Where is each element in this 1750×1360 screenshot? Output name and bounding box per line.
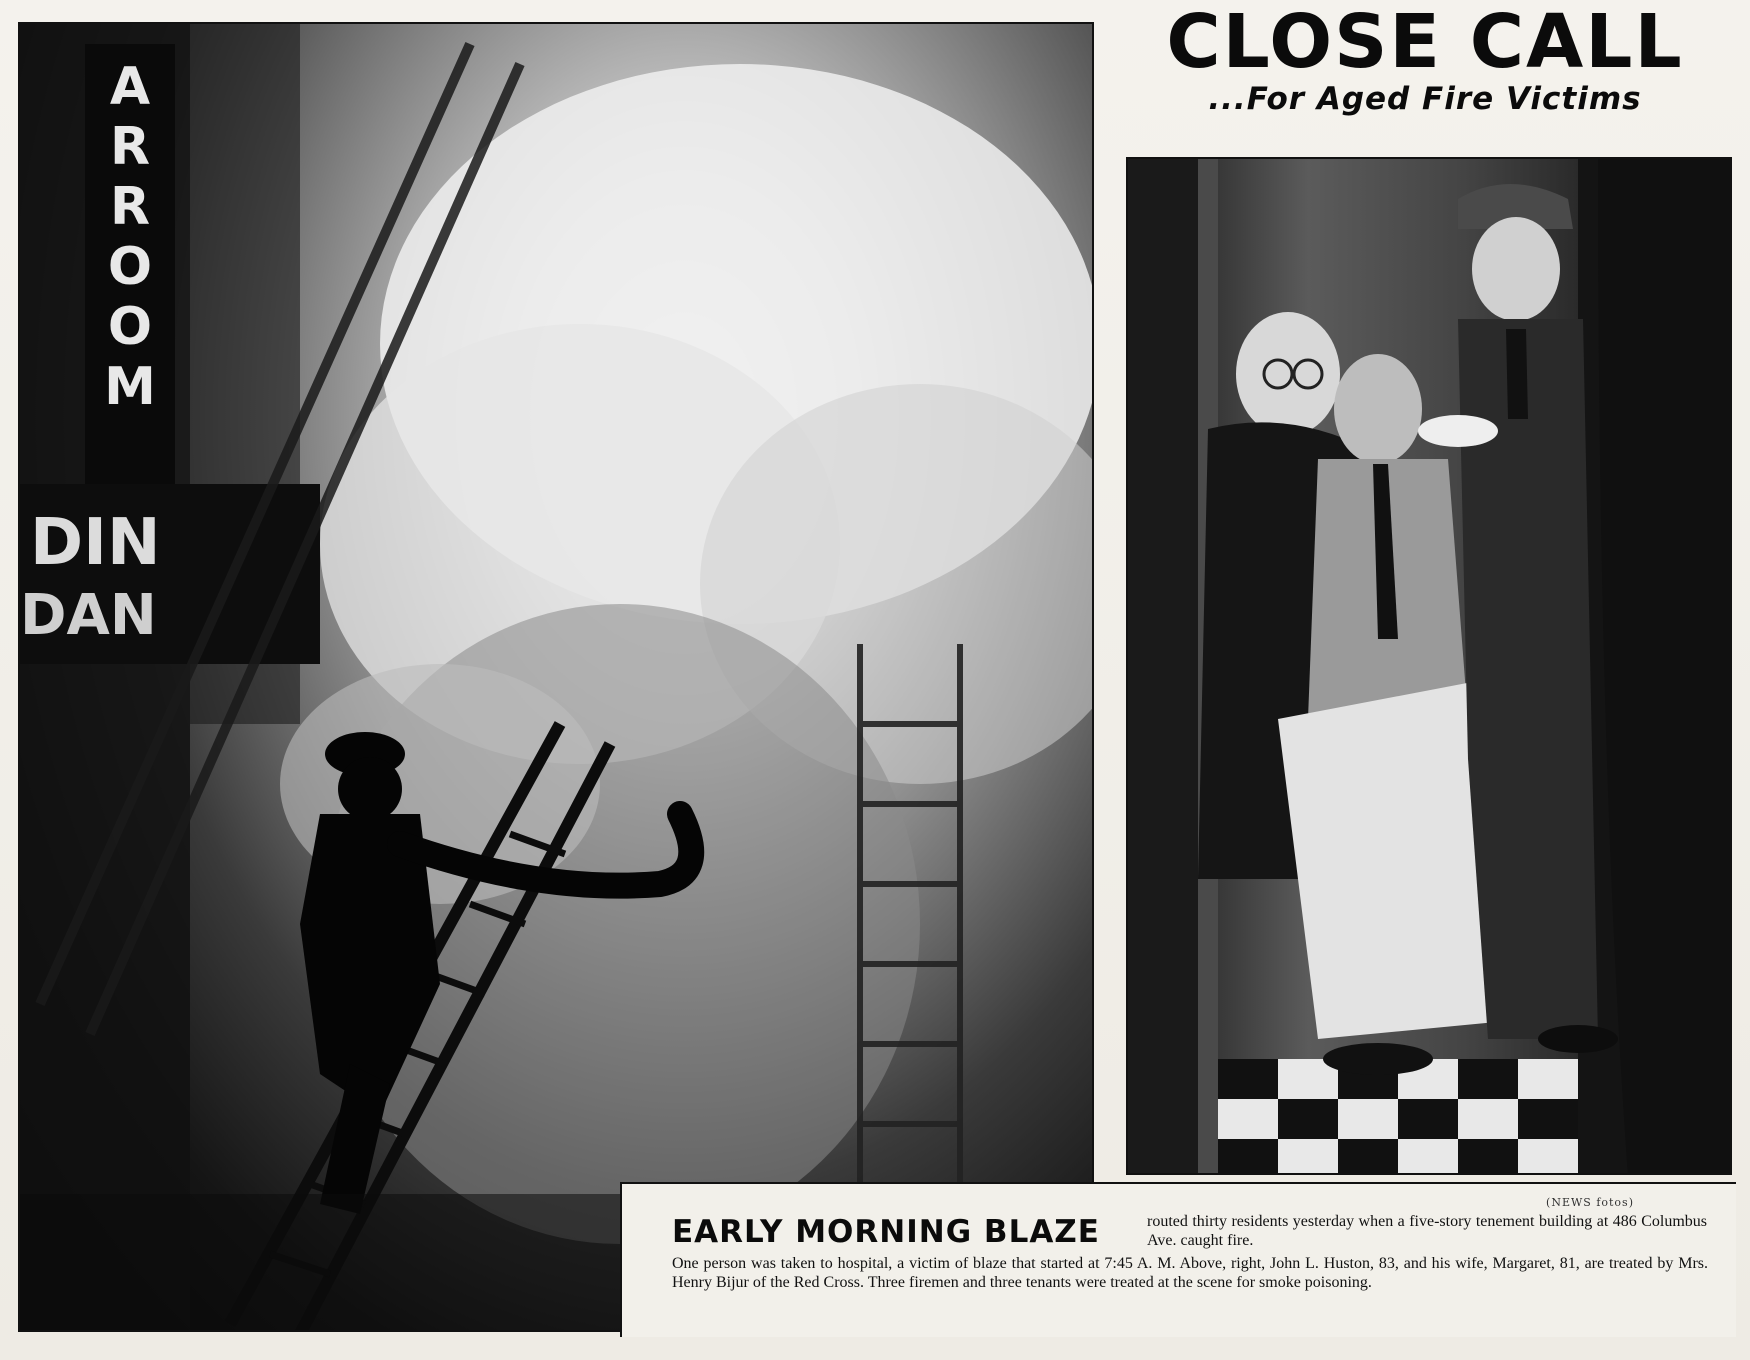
sign-letter: R (109, 177, 151, 237)
photo-credit: (NEWS fotos) (1546, 1196, 1634, 1209)
victims-illustration (1128, 159, 1732, 1175)
caption-first-lines: routed thirty residents yesterday when a five-story tenement building at 486 Columbus Ave. caught fire. (1147, 1213, 1707, 1249)
sign-letter: O (107, 237, 153, 297)
victims-photo (1126, 157, 1732, 1175)
caption-box (620, 1182, 1736, 1337)
sign-letter: A (109, 57, 151, 117)
sign-letter: M (104, 357, 156, 417)
caption-lead: EARLY MORNING BLAZE (672, 1214, 1100, 1250)
headline-title: CLOSE CALL (1166, 0, 1684, 85)
headline-block (1100, 0, 1750, 117)
headline-subtitle: ...For Aged Fire Victims (1208, 81, 1642, 118)
fire-scene-photo (18, 22, 1094, 1332)
fire-scene-illustration (20, 24, 1094, 1332)
sign-letter: R (109, 117, 151, 177)
sign-letter: O (107, 297, 153, 357)
caption-body: One person was taken to hospital, a victim of blaze that started at 7:45 A. M. Above, right, John L. Huston, 83, and his wife, Margaret, 81, are treated by Mrs. Henry Bijur of the Red Cross. Three firemen and three tenants were treated at the scene for smoke poisoning. (672, 1255, 1708, 1291)
checkered-floor (1218, 1059, 1578, 1175)
sign-din: DIN (30, 506, 161, 580)
sign-dan: DAN (20, 583, 157, 648)
